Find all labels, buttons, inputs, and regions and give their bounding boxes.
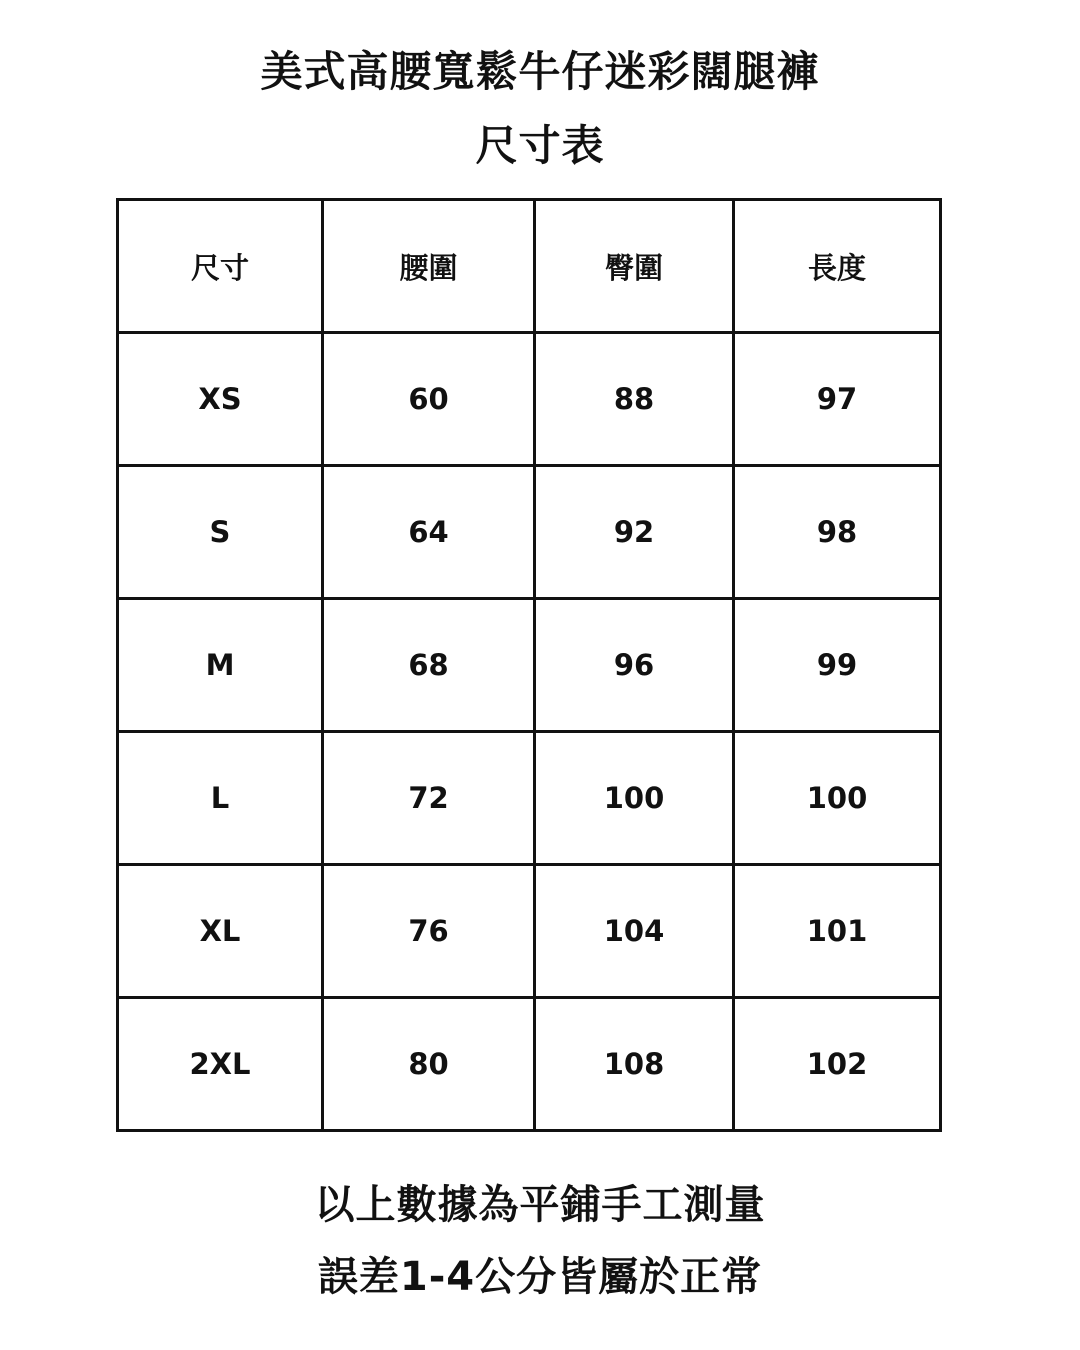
table-row	[118, 998, 941, 1131]
cell-waist: 68	[323, 599, 535, 732]
column-header-hip: 臀圍	[535, 200, 734, 333]
size-table	[116, 198, 942, 1132]
column-header-size: 尺寸	[118, 200, 323, 333]
cell-length: 98	[734, 466, 941, 599]
table-row	[118, 732, 941, 865]
cell-hip: 96	[535, 599, 734, 732]
cell-size: L	[118, 732, 323, 865]
cell-hip: 108	[535, 998, 734, 1131]
measurement-note: 以上數據為平鋪手工測量	[314, 1182, 766, 1228]
cell-waist: 60	[323, 333, 535, 466]
cell-length: 97	[734, 333, 941, 466]
cell-size: 2XL	[118, 998, 323, 1131]
cell-size: XS	[118, 333, 323, 466]
cell-size: M	[118, 599, 323, 732]
cell-hip: 100	[535, 732, 734, 865]
cell-hip: 88	[535, 333, 734, 466]
cell-hip: 92	[535, 466, 734, 599]
column-header-length: 長度	[734, 200, 941, 333]
cell-length: 100	[734, 732, 941, 865]
cell-waist: 72	[323, 732, 535, 865]
table-row	[118, 466, 941, 599]
table-header-row	[118, 200, 941, 333]
cell-size: XL	[118, 865, 323, 998]
tolerance-note: 誤差1-4公分皆屬於正常	[317, 1254, 763, 1300]
page-subtitle: 尺寸表	[475, 121, 605, 170]
table-row	[118, 865, 941, 998]
cell-length: 102	[734, 998, 941, 1131]
cell-hip: 104	[535, 865, 734, 998]
cell-length: 101	[734, 865, 941, 998]
cell-length: 99	[734, 599, 941, 732]
page-title: 美式高腰寬鬆牛仔迷彩闊腿褲	[260, 47, 820, 96]
cell-waist: 80	[323, 998, 535, 1131]
cell-size: S	[118, 466, 323, 599]
cell-waist: 76	[323, 865, 535, 998]
table-row	[118, 333, 941, 466]
table-row	[118, 599, 941, 732]
column-header-waist: 腰圍	[323, 200, 535, 333]
cell-waist: 64	[323, 466, 535, 599]
